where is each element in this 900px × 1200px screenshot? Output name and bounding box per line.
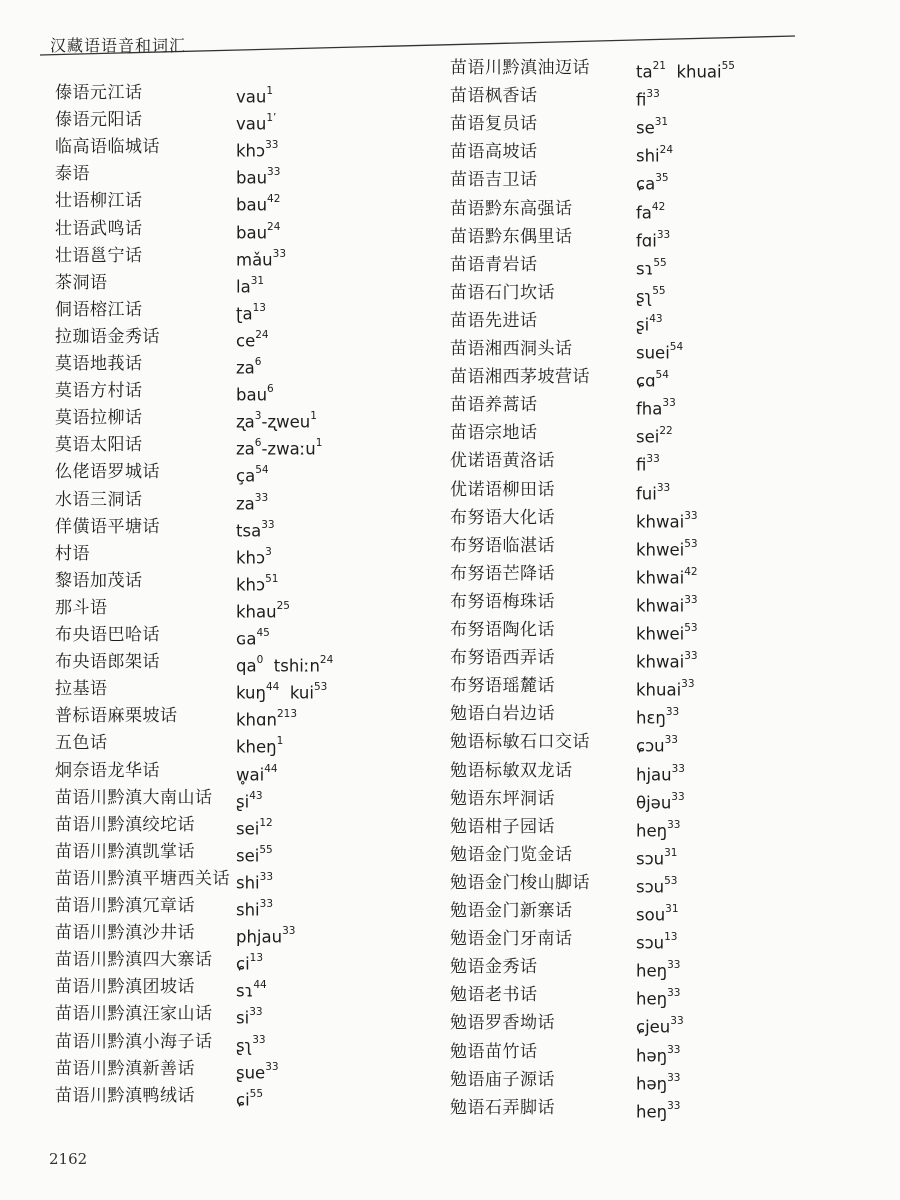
- dialect-name: 莫语地莪话: [55, 354, 143, 374]
- phonetic-form: ɕa$^{35}$: [636, 172, 669, 194]
- entry-row: [450, 1095, 681, 1122]
- dialect-name: 苗语青岩话: [450, 254, 538, 275]
- dialect-name: 苗语高坡话: [450, 142, 538, 163]
- entry-row: [55, 297, 266, 324]
- dialect-name: 勉语东坪洞话: [450, 788, 555, 809]
- dialect-name: 普标语麻栗坡话: [55, 706, 178, 727]
- dialect-name: 勉语标敏双龙话: [450, 760, 573, 781]
- entry-row: [55, 243, 287, 270]
- phonetic-form: $la^{31}$: [236, 274, 265, 297]
- dialect-name: 勉语金门新寨话: [450, 901, 573, 921]
- dialect-name: 勉语老书话: [450, 985, 538, 1006]
- phonetic-form: ɕi$^{13}$: [236, 952, 264, 974]
- entry-row: [450, 617, 698, 644]
- dialect-name: 苗语川黔滇绞坨话: [55, 814, 195, 835]
- entry-row: [55, 405, 317, 432]
- entry-row: [55, 188, 281, 215]
- phonetic-form: sɔu$^{13}$: [636, 931, 678, 953]
- phonetic-form: sɿ$^{44}$: [236, 979, 267, 1001]
- dialect-name: 勉语柑子园话: [450, 816, 555, 837]
- phonetic-form: $qa^0$ tshiːn$^{24}$: [236, 654, 334, 676]
- dialect-name: 布央语郎架话: [55, 652, 160, 673]
- entry-row: [55, 866, 274, 893]
- entry-row: [450, 870, 678, 897]
- entry-row: [450, 308, 663, 335]
- dialect-name: 村语: [55, 543, 90, 564]
- entry-row: [450, 954, 681, 981]
- entry-row: [450, 645, 698, 672]
- entry-row: [55, 703, 297, 730]
- phonetic-form: ʂi$^{43}$: [236, 789, 263, 812]
- entry-row: [55, 514, 275, 541]
- left-entry-column: [55, 0, 455, 1200]
- phonetic-form: khɔ$^{33}$: [236, 139, 279, 161]
- phonetic-form: ɕjeu$^{33}$: [636, 1015, 684, 1037]
- dialect-name: 苗语川黔滇平塘西关话: [55, 868, 230, 889]
- dialect-name: 勉语罗香坳话: [450, 1013, 555, 1034]
- dialect-name: 泰语: [55, 164, 90, 185]
- dialect-name: 苗语川黔滇冗章话: [55, 896, 195, 916]
- dialect-name: 优诺语黄洛话: [450, 451, 555, 472]
- dialect-name: 苗语吉卫话: [450, 170, 538, 191]
- running-head: 汉藏语语音和词汇: [50, 36, 187, 55]
- phonetic-form: $fi^{33}$: [636, 88, 660, 110]
- entry-row: [55, 161, 281, 188]
- dialect-name: 苗语川黔滇团坡话: [55, 977, 195, 998]
- phonetic-form: khwei$^{53}$: [636, 622, 698, 644]
- entry-row: [450, 196, 666, 222]
- phonetic-form: ʂue$^{33}$: [236, 1060, 279, 1083]
- dialect-name: 苗语湘西洞头话: [450, 339, 573, 359]
- entry-row: [450, 420, 673, 447]
- entry-row: [55, 785, 263, 812]
- phonetic-form: $ta^{21}$ khuai$^{55}$: [636, 60, 735, 82]
- entry-row: [450, 280, 666, 307]
- entry-row: [450, 842, 678, 869]
- phonetic-form: heŋ$^{33}$: [636, 959, 681, 981]
- phonetic-form: ɕɔu$^{33}$: [636, 734, 678, 756]
- dialect-name: 苗语石门坎话: [450, 282, 555, 303]
- phonetic-form: khwai$^{33}$: [636, 509, 698, 532]
- entry-row: [450, 139, 674, 166]
- dialect-name: 莫语方村话: [55, 381, 143, 402]
- phonetic-form: heŋ$^{33}$: [636, 1099, 681, 1122]
- dialect-name: 布努语瑶麓话: [450, 676, 555, 697]
- dialect-name: 侗语榕江话: [55, 299, 143, 320]
- dialect-name: 布努语陶化话: [450, 620, 555, 640]
- phonetic-form: sɔu$^{31}$: [636, 846, 678, 869]
- phonetic-form: $za^6-zwaːu^1$: [236, 437, 323, 459]
- phonetic-form: $fi^{33}$: [636, 453, 660, 475]
- dialect-name: 那斗语: [55, 597, 108, 618]
- entry-row: [55, 432, 323, 459]
- dialect-name: 壮语邕宁话: [55, 245, 143, 266]
- dialect-name: 莫语太阳话: [55, 435, 143, 456]
- phonetic-form: fha$^{33}$: [636, 397, 676, 419]
- entry-row: [450, 1039, 681, 1065]
- entry-row: [55, 1029, 266, 1055]
- phonetic-form: ʂi$^{43}$: [636, 312, 663, 335]
- dialect-name: 茶洞语: [55, 272, 108, 293]
- dialect-name: 苗语川黔滇小海子话: [55, 1031, 213, 1052]
- phonetic-form: khɔ$^3$: [236, 545, 272, 568]
- phonetic-form: ʈa$^{13}$: [236, 301, 266, 324]
- entry-row: [450, 673, 695, 700]
- dialect-name: 苗语川黔滇沙井话: [55, 923, 195, 944]
- entry-row: [55, 134, 279, 161]
- entry-row: [55, 541, 272, 568]
- entry-row: [450, 336, 684, 363]
- entry-row: [55, 920, 296, 947]
- dialect-name: 苗语复员话: [450, 114, 538, 135]
- dialect-name: 勉语庙子源话: [450, 1069, 555, 1090]
- dialect-name: 黎语加茂话: [55, 570, 143, 591]
- dialect-name: 拉珈语金秀话: [55, 326, 160, 347]
- phonetic-form: $za^6$: [236, 356, 262, 378]
- entry-row: [450, 55, 735, 82]
- dialect-name: 苗语川黔滇鸭绒话: [55, 1085, 195, 1106]
- entry-row: [450, 224, 671, 251]
- dialect-name: 苗语宗地话: [450, 423, 538, 444]
- entry-row: [450, 926, 678, 953]
- entry-row: [450, 533, 698, 560]
- entry-row: [450, 898, 679, 925]
- phonetic-form: bau$^{24}$: [236, 220, 281, 242]
- phonetic-form: fɑi$^{33}$: [636, 228, 671, 251]
- phonetic-form: ʂʅ$^{55}$: [636, 284, 666, 307]
- phonetic-form: suei$^{54}$: [636, 341, 684, 363]
- entry-row: [55, 1083, 264, 1110]
- entry-row: [55, 812, 273, 839]
- phonetic-form: khwei$^{53}$: [636, 537, 698, 560]
- dialect-name: 布努语临湛话: [450, 535, 555, 556]
- dialect-name: 傣语元江话: [55, 83, 143, 103]
- phonetic-form: sei$^{12}$: [236, 816, 273, 839]
- dialect-name: 勉语金门梭山脚话: [450, 872, 590, 893]
- entry-row: [450, 1067, 681, 1094]
- phonetic-form: heŋ$^{33}$: [636, 987, 681, 1009]
- entry-row: [55, 80, 274, 107]
- entry-row: [55, 649, 334, 676]
- dialect-name: 勉语金门牙南话: [450, 929, 573, 950]
- phonetic-form: sɿ$^{55}$: [636, 256, 667, 279]
- phonetic-form: tsa$^{33}$: [236, 518, 275, 541]
- entry-row: [450, 505, 698, 532]
- entry-row: [55, 758, 278, 784]
- phonetic-form: khwai$^{42}$: [636, 565, 698, 588]
- phonetic-form: heŋ$^{33}$: [636, 818, 681, 841]
- entry-row: [450, 364, 669, 391]
- phonetic-form: vau$^1$: [236, 85, 274, 107]
- dialect-name: 炯奈语龙华话: [55, 760, 160, 781]
- phonetic-form: bau$^{33}$: [236, 166, 281, 188]
- dialect-name: 水语三洞话: [55, 489, 143, 510]
- phonetic-form: ɕɑ$^{54}$: [636, 369, 669, 391]
- phonetic-form: ʂʅ$^{33}$: [236, 1033, 266, 1055]
- dialect-name: 勉语苗竹话: [450, 1041, 538, 1062]
- dialect-name: 优诺语柳田话: [450, 479, 555, 500]
- phonetic-form: shi$^{33}$: [236, 870, 274, 893]
- phonetic-form: khɔ$^{51}$: [236, 572, 279, 595]
- entry-row: [450, 561, 698, 588]
- phonetic-form: bau$^6$: [236, 383, 274, 405]
- dialect-name: 布央语巴哈话: [55, 625, 160, 645]
- phonetic-form: kheŋ$^1$: [236, 735, 284, 757]
- phonetic-form: sei$^{55}$: [236, 843, 273, 866]
- phonetic-form: sɔu$^{53}$: [636, 874, 678, 897]
- dialect-name: 苗语黔东高强话: [450, 198, 573, 219]
- entry-row: [450, 448, 660, 475]
- phonetic-form: shi$^{24}$: [636, 144, 674, 166]
- phonetic-form: shi$^{33}$: [236, 898, 274, 920]
- page-number: 2162: [49, 1150, 88, 1168]
- dialect-name: 苗语川黔滇油迈话: [450, 58, 590, 78]
- phonetic-form: $ce^{24}$: [236, 328, 269, 351]
- dialect-name: 苗语养蒿话: [450, 395, 538, 416]
- dialect-name: 壮语柳江话: [55, 191, 143, 212]
- entry-row: [450, 111, 669, 138]
- phonetic-form: $fa^{42}$: [636, 200, 666, 222]
- dialect-name: 勉语金秀话: [450, 957, 538, 978]
- entry-row: [450, 729, 678, 756]
- entry-row: [55, 216, 281, 242]
- dialect-name: 勉语金门览金话: [450, 844, 573, 865]
- dialect-name: 勉语白岩边话: [450, 704, 555, 725]
- entry-row: [450, 392, 676, 419]
- phonetic-form: $si^{33}$: [236, 1006, 263, 1028]
- phonetic-form: vau$^{1’}$: [236, 112, 277, 134]
- phonetic-form: sei$^{22}$: [636, 425, 673, 447]
- dialect-name: 佯僙语平塘话: [55, 516, 160, 537]
- entry-row: [55, 459, 269, 486]
- phonetic-form: həŋ$^{33}$: [636, 1071, 681, 1094]
- entry-row: [450, 701, 680, 728]
- phonetic-form: kuŋ$^{44}$ kui$^{53}$: [236, 681, 328, 703]
- entry-row: [450, 589, 698, 616]
- entry-row: [55, 595, 290, 622]
- phonetic-form: θjəu$^{33}$: [636, 790, 685, 813]
- dialect-name: 五色话: [55, 733, 108, 754]
- dialect-name: 仫佬语罗城话: [55, 462, 160, 483]
- dialect-name: 苗语川黔滇汪家山话: [55, 1004, 213, 1025]
- dialect-name: 临高语临城话: [55, 137, 160, 158]
- entry-row: [55, 270, 265, 297]
- entry-row: [450, 786, 685, 813]
- entry-row: [450, 982, 681, 1009]
- entry-row: [55, 676, 328, 703]
- entry-row: [55, 378, 274, 405]
- phonetic-form: khau$^{25}$: [236, 599, 290, 622]
- entry-row: [450, 758, 685, 784]
- entry-row: [55, 568, 279, 595]
- entry-row: [55, 974, 267, 1001]
- phonetic-form: $w̥ai^{44}$: [236, 762, 278, 784]
- dialect-name: 布努语大化话: [450, 507, 555, 528]
- entry-row: [450, 83, 660, 110]
- entry-row: [55, 487, 269, 513]
- dialect-name: 布努语芒降话: [450, 563, 555, 584]
- phonetic-form: $ça^{54}$: [236, 464, 269, 486]
- entry-row: [55, 839, 273, 866]
- phonetic-form: hjau$^{33}$: [636, 762, 685, 784]
- dialect-name: 苗语川黔滇新善话: [55, 1058, 195, 1079]
- entry-row: [55, 107, 277, 134]
- dialect-name: 勉语标敏石口交话: [450, 732, 590, 753]
- dialect-name: 苗语川黔滇大南山话: [55, 787, 213, 808]
- right-entry-column: [450, 0, 850, 1200]
- phonetic-form: mǎu$^{33}$: [236, 247, 287, 270]
- dialect-name: 苗语川黔滇凯掌话: [55, 841, 195, 862]
- entry-row: [55, 324, 269, 351]
- dialect-name: 布努语西弄话: [450, 648, 555, 669]
- phonetic-form: həŋ$^{33}$: [636, 1043, 681, 1065]
- entry-row: [55, 893, 274, 920]
- phonetic-form: sou$^{31}$: [636, 903, 679, 925]
- phonetic-form: $se^{31}$: [636, 116, 669, 138]
- entry-row: [450, 1010, 684, 1037]
- phonetic-form: bau$^{42}$: [236, 193, 281, 215]
- entry-row: [55, 622, 270, 649]
- entry-row: [55, 1001, 263, 1028]
- entry-row: [450, 252, 667, 279]
- dialect-name: 傣语元阳话: [55, 110, 143, 131]
- phonetic-form: hɛŋ$^{33}$: [636, 706, 680, 728]
- entry-row: [450, 814, 681, 841]
- entry-row: [55, 1056, 279, 1083]
- dialect-name: 勉语石弄脚话: [450, 1097, 555, 1118]
- dialect-name: 苗语黔东偶里话: [450, 226, 573, 247]
- dialect-name: 苗语湘西茅坡营话: [450, 367, 590, 388]
- entry-row: [55, 730, 284, 757]
- phonetic-form: khɑn$^{213}$: [236, 708, 297, 730]
- dialect-name: 拉基语: [55, 679, 108, 700]
- phonetic-form: phjau$^{33}$: [236, 925, 296, 947]
- dialect-name: 布努语梅珠话: [450, 591, 555, 612]
- phonetic-form: fui$^{33}$: [636, 481, 671, 503]
- dialect-name: 苗语川黔滇四大寨话: [55, 950, 213, 971]
- entry-row: [450, 477, 671, 503]
- phonetic-form: ɕi$^{55}$: [236, 1087, 264, 1110]
- dialect-name: 苗语先进话: [450, 310, 538, 331]
- entry-row: [450, 167, 669, 194]
- entry-row: [55, 947, 264, 974]
- dialect-name: 莫语拉柳话: [55, 408, 143, 429]
- dialect-name: 苗语枫香话: [450, 86, 538, 107]
- phonetic-form: ʐa$^3$-ʐweu$^1$: [236, 410, 317, 432]
- dialect-name: 壮语武鸣话: [55, 218, 143, 239]
- phonetic-form: ɢa$^{45}$: [236, 627, 270, 649]
- phonetic-form: $za^{33}$: [236, 491, 269, 513]
- phonetic-form: khuai$^{33}$: [636, 678, 695, 700]
- phonetic-form: khwai$^{33}$: [636, 593, 698, 616]
- entry-row: [55, 351, 262, 378]
- phonetic-form: khwai$^{33}$: [636, 650, 698, 672]
